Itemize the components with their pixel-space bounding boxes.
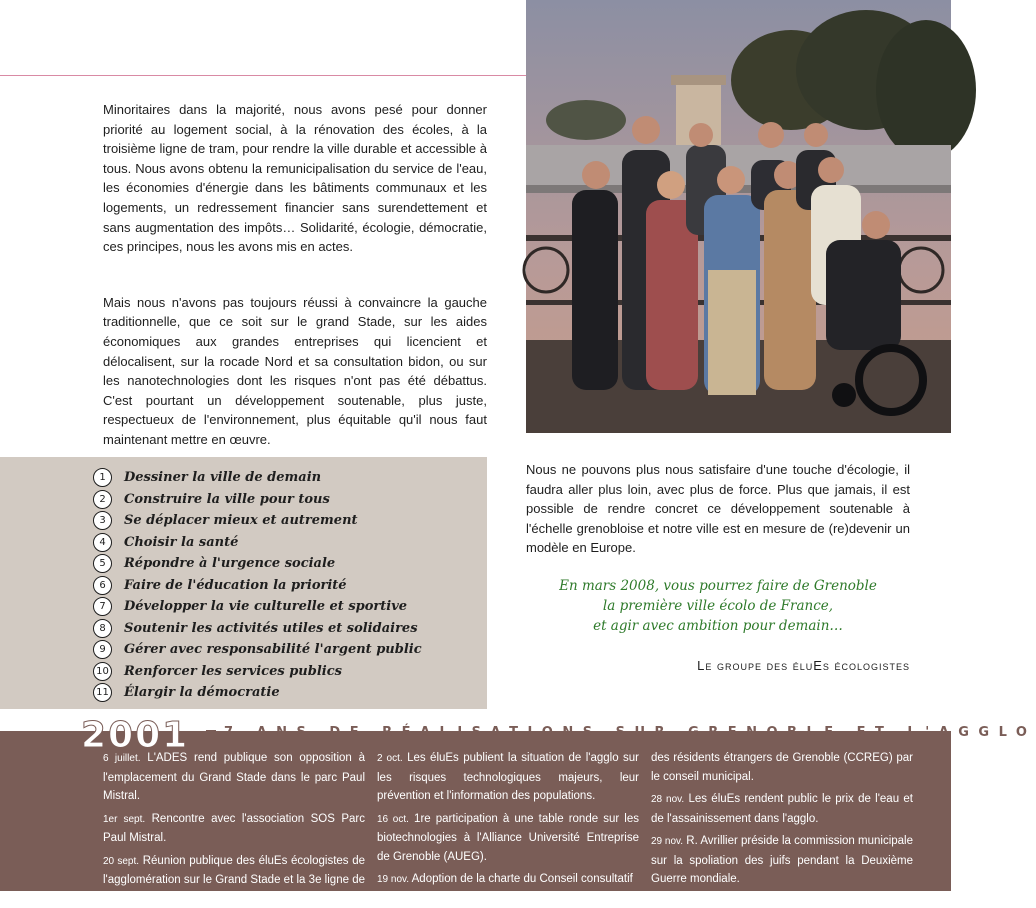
timeline-entry (377, 810, 639, 867)
quote-line: En mars 2008, vous pourrez faire de Grenoble (526, 576, 910, 596)
priority-number: 3 (93, 511, 112, 530)
priority-number: 8 (93, 619, 112, 638)
entry-date: 16 oct. (377, 814, 409, 825)
entry-date: 19 nov. (377, 874, 409, 885)
priority-label: Choisir la santé (124, 535, 238, 550)
priority-item (93, 575, 487, 597)
priority-label: Construire la ville pour tous (124, 492, 330, 507)
signature: Le groupe des éluEs écologistes (526, 658, 910, 673)
priority-label: Renforcer les services publics (124, 664, 342, 679)
entry-text: R. Avrillier préside la commission municipale sur la spoliation des juifs pendant la Deuxième Guerre mondiale. (651, 835, 913, 885)
quote-line: la première ville écolo de France, (526, 596, 910, 616)
intro-text (103, 100, 487, 450)
timeline-entry (651, 832, 913, 889)
entry-text: Rencontre avec l'association SOS Parc Paul Mistral. (103, 813, 365, 845)
priority-item (93, 618, 487, 640)
entry-text: L'ADES rend publique son opposition à l'emplacement du Grand Stade dans le parc Paul Mistral. (103, 752, 365, 802)
entry-text: Adoption de la charte du Conseil consultatif (412, 873, 633, 885)
entry-text: Réunion publique des éluEs écologistes de l'agglomération sur le Grand Stade et la 3e ligne de tramway. (103, 855, 365, 905)
priority-item (93, 532, 487, 554)
timeline-entry (103, 810, 365, 848)
priority-number: 7 (93, 597, 112, 616)
priority-item (93, 596, 487, 618)
quote-line: et agir avec ambition pour demain… (526, 616, 910, 636)
priority-item (93, 553, 487, 575)
timeline-entry (377, 749, 639, 806)
bullet-dot (206, 730, 216, 735)
priority-item (93, 661, 487, 683)
timeline-entry (651, 749, 913, 786)
entry-date: 6 juillet. (103, 753, 141, 764)
priority-number: 4 (93, 533, 112, 552)
entry-date: 20 sept. (103, 856, 139, 867)
intro-paragraph-2: Mais nous n'avons pas toujours réussi à convaincre la gauche traditionnelle, que ce soit sur le grand Stade, sur les aides économiques aux grandes entreprises qui licencient et délocalisent, sur la rocade Nord et sa consultation bidon, ou sur les nanotechnologies dont les risques n'ont pas été débattus. C'est pourtant un développement soutenable, plus juste, respectueux de l'environnement, plus équitable qu'il nous faut maintenant mettre en œuvre. (103, 293, 487, 450)
entry-text: des résidents étrangers de Grenoble (CCREG) par le conseil municipal. (651, 752, 913, 783)
priority-number: 5 (93, 554, 112, 573)
timeline-entry (651, 790, 913, 828)
priority-number: 1 (93, 468, 112, 487)
group-photo (526, 0, 951, 433)
entry-text: Les éluEs rendent public le prix de l'eau et de l'assainissement dans l'agglo. (651, 793, 913, 825)
timeline-entry (377, 870, 639, 890)
timeline-column-1 (103, 749, 365, 908)
entry-text: Les éluEs publient la situation de l'agglo sur les risques technologiques majeurs, leur prévention et l'information des populations. (377, 752, 639, 802)
intro-paragraph-1: Minoritaires dans la majorité, nous avons pesé pour donner priorité au logement social, à la rénovation des écoles, à la troisième ligne de tram, pour rendre la ville durable et accessible à tous. Nous avons obtenu la remunicipalisation du service de l'eau, les économies d'énergie dans les bâtiments communaux et les logements, un redressement financier sans surendettement et sans augmentation des impôts… Solidarité, écologie, démocratie, ces principes, nous les avons mis en actes. (103, 100, 487, 257)
priority-item (93, 639, 487, 661)
conclusion-paragraph: Nous ne pouvons plus nous satisfaire d'une touche d'écologie, il faudra aller plus loin, avec plus de force. Plus que jamais, il est possible de rendre concret ce développement soutenable à l'échelle grenobloise et notre ville est en mesure de (re)devenir un modèle en Europe. (526, 460, 910, 558)
priorities-list (0, 457, 487, 709)
entry-text: 1re participation à une table ronde sur les biotechnologies à l'Alliance Université Entreprise de Grenoble (AUEG). (377, 813, 639, 863)
entry-date: 2 oct. (377, 753, 403, 764)
priority-item (93, 510, 487, 532)
priority-label: Dessiner la ville de demain (124, 470, 321, 485)
priority-label: Élargir la démocratie (124, 685, 280, 700)
timeline-title (206, 725, 1036, 740)
priority-item (93, 467, 487, 489)
priority-label: Se déplacer mieux et autrement (124, 513, 358, 528)
priority-number: 6 (93, 576, 112, 595)
timeline-entry (103, 852, 365, 908)
timeline-title-text: 7 ANS DE RÉALISATIONS SUR GRENOBLE ET L'AGGLO (224, 725, 1036, 740)
priority-number: 9 (93, 640, 112, 659)
priority-item (93, 682, 487, 704)
campaign-quote (526, 576, 910, 636)
entry-date: 29 nov. (651, 836, 683, 847)
priority-number: 2 (93, 490, 112, 509)
priority-label: Répondre à l'urgence sociale (124, 556, 335, 571)
timeline-entry (103, 749, 365, 806)
timeline-column-2 (377, 749, 639, 890)
entry-date: 28 nov. (651, 794, 684, 805)
timeline-year: 2001 (81, 716, 189, 756)
priority-number: 10 (93, 662, 112, 681)
priority-item (93, 489, 487, 511)
priority-label: Développer la vie culturelle et sportive (124, 599, 407, 614)
priority-label: Faire de l'éducation la priorité (124, 578, 347, 593)
priority-label: Soutenir les activités utiles et solidaires (124, 621, 418, 636)
entry-date: 1er sept. (103, 814, 145, 825)
timeline-column-3 (651, 749, 913, 889)
priority-number: 11 (93, 683, 112, 702)
top-divider (0, 75, 526, 76)
priority-label: Gérer avec responsabilité l'argent public (124, 642, 422, 657)
